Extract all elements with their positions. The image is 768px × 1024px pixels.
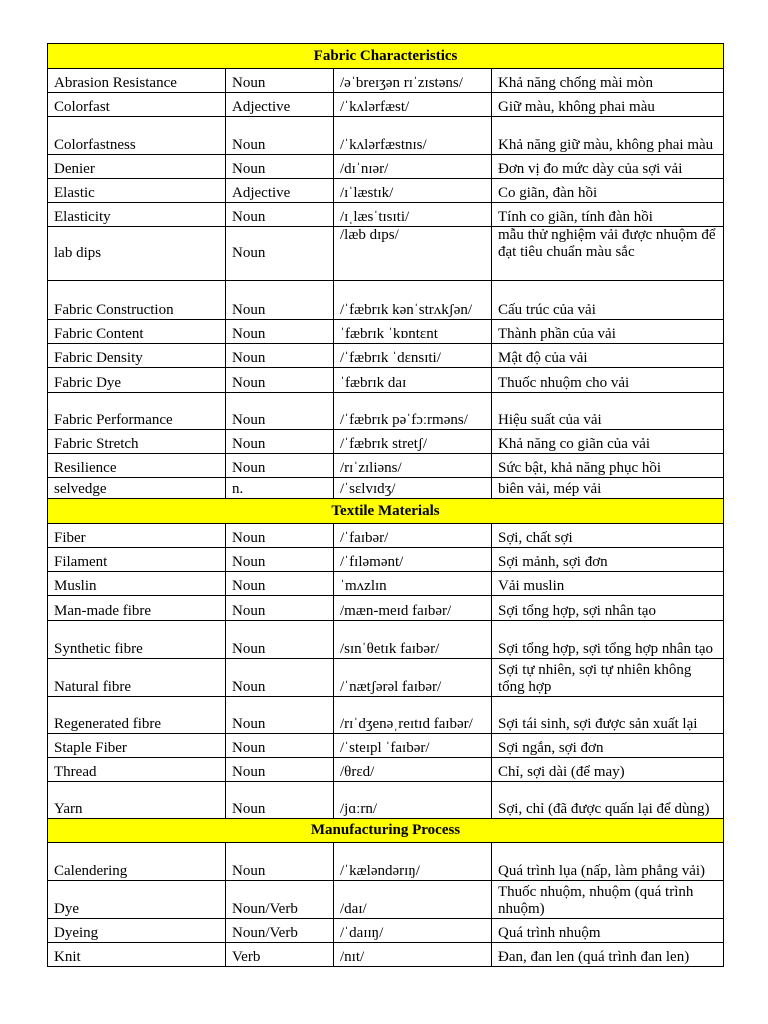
meaning-cell: Sợi ngắn, sợi đơn	[492, 734, 724, 758]
pos-cell: Noun	[226, 697, 334, 734]
ipa-cell: /ˈfæbrɪk pəˈfɔːrməns/	[334, 393, 492, 430]
term-cell: Man-made fibre	[48, 596, 226, 621]
ipa-cell: /sɪnˈθetɪk faɪbər/	[334, 621, 492, 659]
meaning-cell: Quá trình nhuộm	[492, 919, 724, 943]
ipa-cell: /ɪˌlæsˈtɪsɪti/	[334, 203, 492, 227]
term-cell: Natural fibre	[48, 659, 226, 697]
pos-cell: Noun	[226, 203, 334, 227]
pos-cell: n.	[226, 478, 334, 499]
table-row	[48, 430, 724, 454]
meaning-cell: Thuốc nhuộm cho vải	[492, 368, 724, 393]
table-row	[48, 69, 724, 93]
ipa-cell: /ˈfæbrɪk ˈdɛnsɪti/	[334, 344, 492, 368]
table-row	[48, 659, 724, 697]
vocabulary-table	[47, 43, 724, 967]
meaning-cell: Khả năng giữ màu, không phai màu	[492, 117, 724, 155]
table-row	[48, 393, 724, 430]
pos-cell: Noun	[226, 320, 334, 344]
pos-cell: Noun	[226, 155, 334, 179]
pos-cell: Noun	[226, 548, 334, 572]
term-cell: Fabric Stretch	[48, 430, 226, 454]
term-cell: Fiber	[48, 524, 226, 548]
term-cell: selvedge	[48, 478, 226, 499]
table-row	[48, 478, 724, 499]
ipa-cell: /dɪˈnɪər/	[334, 155, 492, 179]
ipa-cell: /daɪ/	[334, 881, 492, 919]
table-row	[48, 697, 724, 734]
pos-cell: Adjective	[226, 179, 334, 203]
meaning-cell: Tính co giãn, tính đàn hồi	[492, 203, 724, 227]
table-row	[48, 179, 724, 203]
term-cell: Resilience	[48, 454, 226, 478]
section-title: Textile Materials	[48, 499, 724, 524]
ipa-cell: ˈmʌzlɪn	[334, 572, 492, 596]
table-row	[48, 93, 724, 117]
term-cell: Knit	[48, 943, 226, 967]
table-row	[48, 734, 724, 758]
pos-cell: Noun	[226, 734, 334, 758]
section-header-manufacturing-process	[48, 819, 724, 843]
term-cell: Fabric Density	[48, 344, 226, 368]
table-row	[48, 524, 724, 548]
term-cell: Synthetic fibre	[48, 621, 226, 659]
ipa-cell: /ˈfæbrɪk stretʃ/	[334, 430, 492, 454]
ipa-cell: /rɪˈdʒenəˌreɪtɪd faɪbər/	[334, 697, 492, 734]
pos-cell: Noun	[226, 368, 334, 393]
ipa-cell: /ɪˈlæstɪk/	[334, 179, 492, 203]
table-row	[48, 621, 724, 659]
table-row	[48, 454, 724, 478]
pos-cell: Noun/Verb	[226, 919, 334, 943]
ipa-cell: /ˈkʌlərfæst/	[334, 93, 492, 117]
meaning-cell: Khả năng chống mài mòn	[492, 69, 724, 93]
pos-cell: Noun	[226, 227, 334, 281]
table-row	[48, 881, 724, 919]
meaning-cell: Quá trình lụa (nấp, làm phẳng vải)	[492, 843, 724, 881]
term-cell: Dye	[48, 881, 226, 919]
term-cell: Denier	[48, 155, 226, 179]
meaning-cell: Sợi, chất sợi	[492, 524, 724, 548]
term-cell: Regenerated fibre	[48, 697, 226, 734]
pos-cell: Adjective	[226, 93, 334, 117]
ipa-cell: /ˈkʌlərfæstnɪs/	[334, 117, 492, 155]
meaning-cell: Thành phần của vải	[492, 320, 724, 344]
section-title: Fabric Characteristics	[48, 44, 724, 69]
meaning-cell: Sợi, chỉ (đã được quấn lại để dùng)	[492, 782, 724, 819]
pos-cell: Noun	[226, 393, 334, 430]
pos-cell: Verb	[226, 943, 334, 967]
pos-cell: Noun	[226, 281, 334, 320]
term-cell: Elastic	[48, 179, 226, 203]
term-cell: Fabric Content	[48, 320, 226, 344]
table-row	[48, 281, 724, 320]
ipa-cell: ˈfæbrɪk ˈkɒntɛnt	[334, 320, 492, 344]
ipa-cell: /jɑːrn/	[334, 782, 492, 819]
pos-cell: Noun	[226, 117, 334, 155]
meaning-cell: biên vải, mép vải	[492, 478, 724, 499]
term-cell: Fabric Performance	[48, 393, 226, 430]
term-cell: Filament	[48, 548, 226, 572]
pos-cell: Noun	[226, 344, 334, 368]
pos-cell: Noun	[226, 843, 334, 881]
pos-cell: Noun	[226, 454, 334, 478]
term-cell: Yarn	[48, 782, 226, 819]
meaning-cell: Giữ màu, không phai màu	[492, 93, 724, 117]
ipa-cell: ˈfæbrɪk daɪ	[334, 368, 492, 393]
table-row	[48, 320, 724, 344]
term-cell: Elasticity	[48, 203, 226, 227]
ipa-cell: /nɪt/	[334, 943, 492, 967]
meaning-cell: Mật độ của vải	[492, 344, 724, 368]
table-row	[48, 203, 724, 227]
ipa-cell: /mæn-meɪd faɪbər/	[334, 596, 492, 621]
table-row	[48, 344, 724, 368]
term-cell: Abrasion Resistance	[48, 69, 226, 93]
ipa-cell: /ˈfæbrɪk kənˈstrʌkʃən/	[334, 281, 492, 320]
table-row	[48, 117, 724, 155]
ipa-cell: /rɪˈzɪliəns/	[334, 454, 492, 478]
meaning-cell: Chỉ, sợi dài (để may)	[492, 758, 724, 782]
pos-cell: Noun	[226, 782, 334, 819]
table-row	[48, 843, 724, 881]
term-cell: lab dips	[48, 227, 226, 281]
pos-cell: Noun	[226, 69, 334, 93]
pos-cell: Noun	[226, 621, 334, 659]
ipa-cell: /ˈnætʃərəl faɪbər/	[334, 659, 492, 697]
table-row	[48, 548, 724, 572]
meaning-cell: Sợi tổng hợp, sợi nhân tạo	[492, 596, 724, 621]
meaning-cell: Thuốc nhuộm, nhuộm (quá trình nhuộm)	[492, 881, 724, 919]
table-row	[48, 919, 724, 943]
meaning-cell: Đơn vị đo mức dày của sợi vải	[492, 155, 724, 179]
pos-cell: Noun	[226, 758, 334, 782]
table-row	[48, 155, 724, 179]
ipa-cell: /læb dɪps/	[334, 227, 492, 281]
section-header-textile-materials	[48, 499, 724, 524]
table-row	[48, 572, 724, 596]
term-cell: Fabric Dye	[48, 368, 226, 393]
term-cell: Thread	[48, 758, 226, 782]
ipa-cell: /θrɛd/	[334, 758, 492, 782]
meaning-cell: Hiệu suất của vải	[492, 393, 724, 430]
term-cell: Muslin	[48, 572, 226, 596]
table-row	[48, 782, 724, 819]
term-cell: Dyeing	[48, 919, 226, 943]
ipa-cell: /ˈsteɪpl ˈfaɪbər/	[334, 734, 492, 758]
section-header-fabric-characteristics	[48, 44, 724, 69]
term-cell: Colorfastness	[48, 117, 226, 155]
meaning-cell: Khả năng co giãn của vải	[492, 430, 724, 454]
term-cell: Fabric Construction	[48, 281, 226, 320]
table-row	[48, 227, 724, 281]
pos-cell: Noun	[226, 524, 334, 548]
meaning-cell: Sợi tổng hợp, sợi tổng hợp nhân tạo	[492, 621, 724, 659]
meaning-cell: Co giãn, đàn hồi	[492, 179, 724, 203]
meaning-cell: Sợi tái sinh, sợi được sản xuất lại	[492, 697, 724, 734]
section-title: Manufacturing Process	[48, 819, 724, 843]
table-row	[48, 943, 724, 967]
meaning-cell: Vải muslin	[492, 572, 724, 596]
term-cell: Colorfast	[48, 93, 226, 117]
meaning-cell: Sợi mảnh, sợi đơn	[492, 548, 724, 572]
ipa-cell: /əˈbreɪʒən rɪˈzɪstəns/	[334, 69, 492, 93]
pos-cell: Noun	[226, 430, 334, 454]
table-row	[48, 368, 724, 393]
ipa-cell: /ˈfɪləmənt/	[334, 548, 492, 572]
meaning-cell: Đan, đan len (quá trình đan len)	[492, 943, 724, 967]
ipa-cell: /ˈfaɪbər/	[334, 524, 492, 548]
ipa-cell: /ˈsɛlvɪdʒ/	[334, 478, 492, 499]
pos-cell: Noun/Verb	[226, 881, 334, 919]
meaning-cell: mẫu thử nghiệm vải được nhuộm để đạt tiêu chuẩn màu sắc	[492, 227, 724, 281]
meaning-cell: Sợi tự nhiên, sợi tự nhiên không tổng hợp	[492, 659, 724, 697]
pos-cell: Noun	[226, 659, 334, 697]
pos-cell: Noun	[226, 596, 334, 621]
term-cell: Staple Fiber	[48, 734, 226, 758]
ipa-cell: /ˈdaɪɪŋ/	[334, 919, 492, 943]
pos-cell: Noun	[226, 572, 334, 596]
table-row	[48, 758, 724, 782]
meaning-cell: Sức bật, khả năng phục hồi	[492, 454, 724, 478]
table-row	[48, 596, 724, 621]
term-cell: Calendering	[48, 843, 226, 881]
meaning-cell: Cấu trúc của vải	[492, 281, 724, 320]
ipa-cell: /ˈkæləndərɪŋ/	[334, 843, 492, 881]
